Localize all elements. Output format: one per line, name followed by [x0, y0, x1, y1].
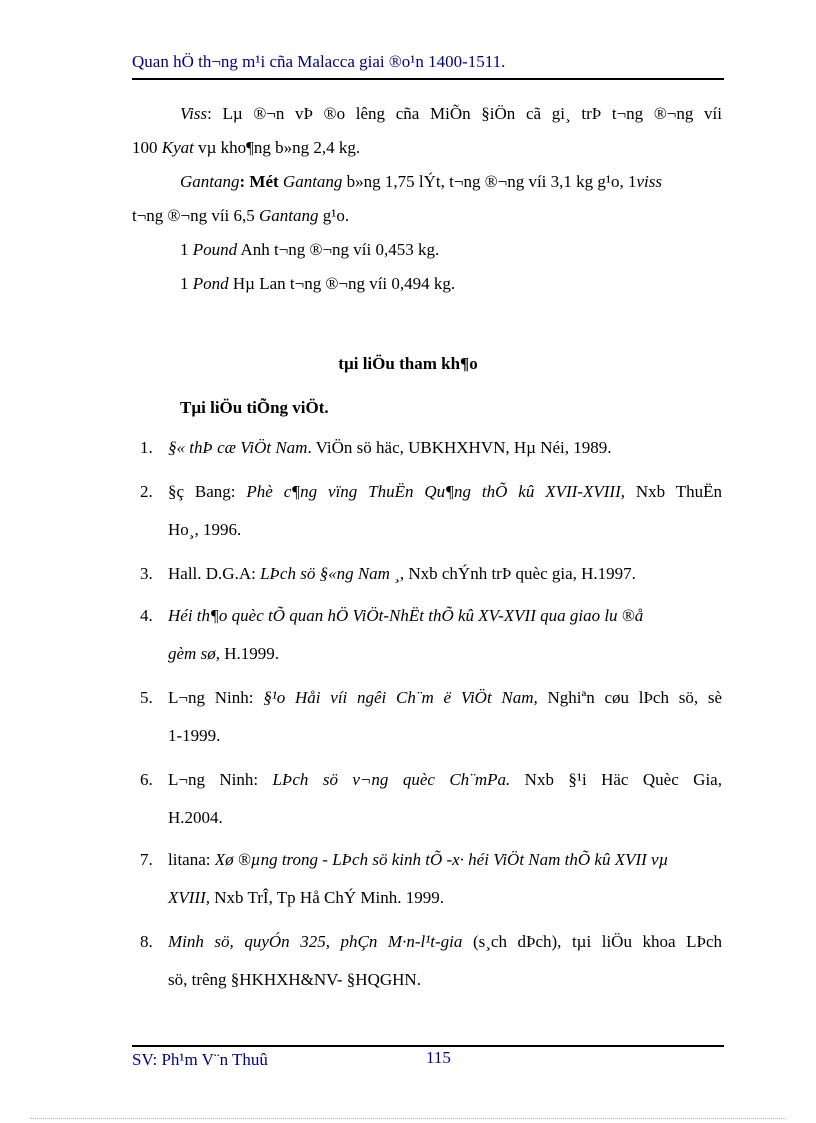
reference-title: §¹o Håi víi ngêi Ch¨m ë ViÖt Nam,	[263, 688, 538, 707]
reference-number: 1.	[140, 438, 153, 457]
note-term: Viss	[180, 104, 208, 123]
reference-details: Nxb §¹i Häc Quèc Gia,	[510, 770, 722, 789]
reference-author: §ç Bang:	[168, 482, 247, 501]
reference-details: Nxb TrÎ, Tp Hå ChÝ Minh. 1999.	[210, 888, 444, 907]
reference-item	[168, 770, 722, 790]
reference-details: Nxb ThuËn	[624, 482, 722, 501]
reference-item	[168, 438, 612, 458]
reference-title: Phè c¶ng vïng ThuËn Qu¶ng thÕ kû XVII-XVIII,	[246, 482, 625, 501]
reference-item-cont: 1-1999.	[168, 726, 221, 745]
reference-details: (s¸ch dÞch), tµi liÖu khoa LÞch	[462, 932, 722, 951]
reference-details: H.1999.	[219, 644, 279, 663]
reference-item	[168, 482, 722, 502]
note-pound	[180, 240, 439, 260]
header-rule	[132, 78, 724, 80]
note-term: Pond	[192, 274, 229, 293]
reference-details: Nghiªn cøu lÞch sö, sè	[537, 688, 722, 707]
note-text: 1	[180, 240, 193, 259]
reference-author: L¬ng Ninh:	[168, 770, 273, 789]
reference-item-cont: H.2004.	[168, 808, 223, 827]
footer-author: SV: Ph¹m V¨n Thuû	[132, 1050, 268, 1069]
note-gantang-line1	[180, 172, 662, 192]
page-edge	[30, 1118, 786, 1119]
note-pond	[180, 274, 455, 294]
note-viss-line1	[180, 104, 722, 124]
note-text: Hµ Lan t¬ng ®¬ng víi 0,494 kg.	[228, 274, 456, 293]
note-term: Gantang	[180, 172, 240, 191]
reference-author: litana:	[168, 850, 215, 869]
reference-item	[168, 850, 668, 870]
reference-number: 6.	[140, 770, 153, 789]
note-term: Gantang	[282, 172, 343, 191]
note-gantang-line2	[132, 206, 349, 226]
note-text: g¹o.	[318, 206, 350, 225]
reference-title: LÞch sö §«ng Nam ¸	[260, 564, 400, 583]
reference-title: LÞch sö v¬ng quèc Ch¨mPa.	[272, 770, 511, 789]
reference-details: . ViÖn sö häc, UBKHXHVN, Hµ Néi, 1989.	[307, 438, 612, 457]
reference-number: 4.	[140, 606, 153, 625]
note-term: Pound	[192, 240, 238, 259]
reference-title: Xø ®µng trong - LÞch sö kinh tÕ -x· héi ViÖt Nam thÕ kû XVII vµ	[214, 850, 669, 869]
reference-title: §« thÞ cæ ViÖt Nam	[168, 438, 308, 457]
note-text: : Lµ ®¬n vÞ ®o lêng cña MiÕn §iÖn cã gi¸ trÞ t¬ng ®¬ng víi	[207, 104, 722, 123]
note-viss-line2	[132, 138, 360, 158]
note-text: t¬ng ®¬ng víi 6,5	[132, 206, 260, 225]
note-term: viss	[636, 172, 663, 191]
reference-item	[168, 932, 722, 952]
reference-item	[168, 606, 643, 626]
reference-details: , Nxb chÝnh trÞ quèc gia, H.1997.	[399, 564, 636, 583]
note-colon: : Mét	[239, 172, 283, 191]
note-text: Anh t¬ng ®¬ng víi 0,453 kg.	[237, 240, 440, 259]
page-number: 115	[426, 1048, 451, 1067]
reference-author: Hall. D.G.A:	[168, 564, 261, 583]
references-title: tµi liÖu tham kh¶o	[338, 354, 478, 373]
reference-number: 2.	[140, 482, 153, 501]
reference-number: 8.	[140, 932, 153, 951]
reference-title: Héi th¶o quèc tÕ quan hÖ ViÖt-NhËt thÕ kû XV-XVII qua giao lu ®å	[168, 606, 644, 625]
reference-author: L¬ng Ninh:	[168, 688, 264, 707]
reference-item	[168, 564, 636, 584]
reference-title: Minh sö, quyÓn 325, phÇn M·n-l¹t-gia	[168, 932, 463, 951]
reference-number: 7.	[140, 850, 153, 869]
note-text: 100	[132, 138, 162, 157]
footer-rule	[132, 1045, 724, 1047]
page-header: Quan hÖ th¬ng m¹i cña Malacca giai ®o¹n 1400-1511.	[132, 52, 506, 71]
note-text: 1	[180, 274, 193, 293]
reference-item-cont: sö, trêng §HKHXH&NV- §HQGHN.	[168, 970, 421, 989]
reference-item-cont	[168, 644, 279, 664]
reference-number: 5.	[140, 688, 153, 707]
note-text: b»ng 1,75 lÝt, t¬ng ®¬ng víi 3,1 kg g¹o, 1	[342, 172, 637, 191]
reference-title: gèm sø,	[168, 644, 220, 663]
reference-title: XVIII,	[168, 888, 211, 907]
reference-item-cont	[168, 888, 444, 908]
reference-item-cont: Ho¸, 1996.	[168, 520, 242, 539]
note-term: Kyat	[161, 138, 194, 157]
note-text: vµ kho¶ng b»ng 2,4 kg.	[193, 138, 361, 157]
reference-number: 3.	[140, 564, 153, 583]
references-subtitle: Tµi liÖu tiÕng viÖt.	[180, 398, 329, 417]
reference-item	[168, 688, 722, 708]
note-term: Gantang	[259, 206, 319, 225]
